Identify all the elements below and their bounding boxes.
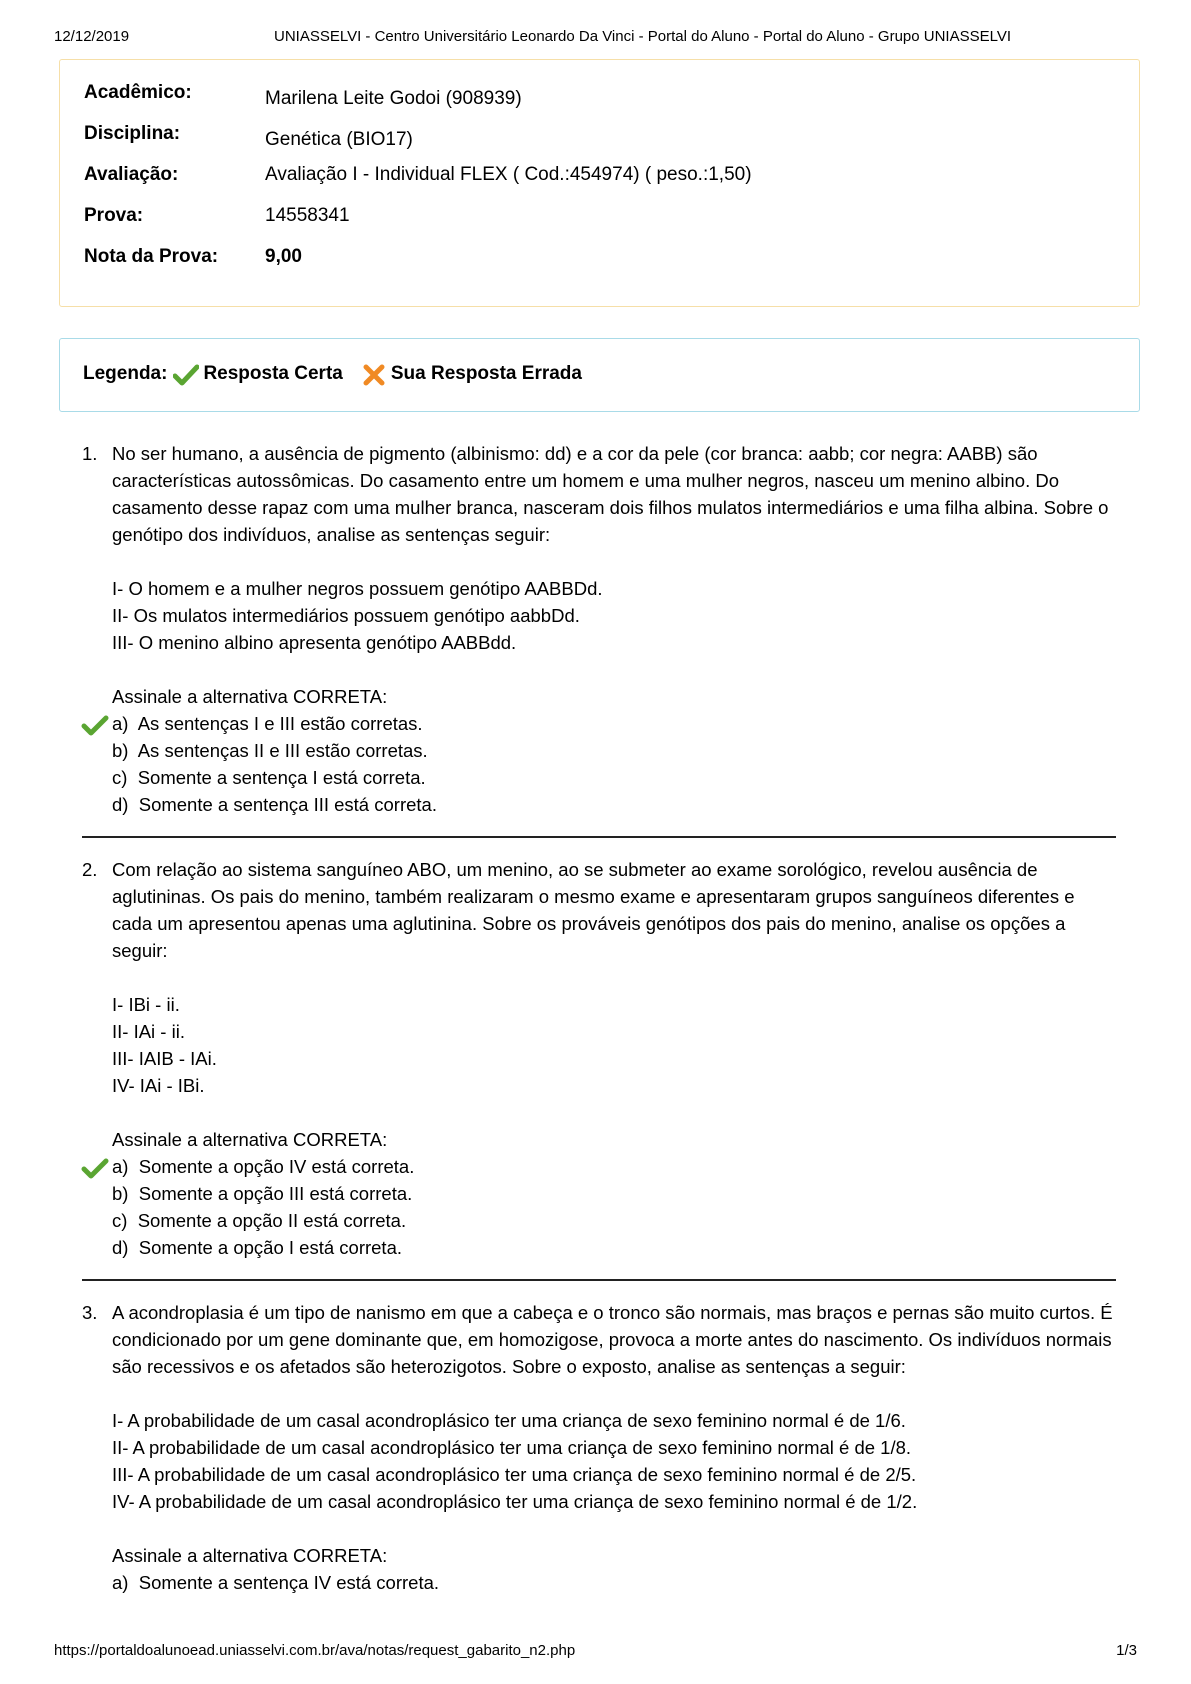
alternative-text: Somente a opção IV está correta. [138, 1156, 415, 1177]
info-label: Prova: [84, 205, 144, 226]
alternative-text: Somente a opção II está correta. [137, 1210, 407, 1231]
sentence-list [112, 991, 1116, 1099]
sentence: II- Os mulatos intermediários possuem genótipo aabbDd. [112, 605, 580, 626]
question-number: 2. [82, 859, 98, 880]
info-label: Nota da Prova: [84, 246, 219, 267]
alternative-letter: a) [112, 1156, 129, 1177]
alternative-text: Somente a opção III está correta. [138, 1183, 413, 1204]
info-value: Genética (BIO17) [265, 129, 413, 150]
info-value: Marilena Leite Godoi (908939) [265, 88, 522, 109]
info-value: 14558341 [265, 205, 350, 226]
alternative-text: Somente a sentença I está correta. [137, 767, 426, 788]
alternative-text: As sentenças I e III estão corretas. [137, 713, 423, 734]
alternative-letter: c) [112, 767, 128, 788]
question-prompt: Assinale a alternativa CORRETA: [112, 1129, 388, 1150]
question-statement: No ser humano, a ausência de pigmento (albinismo: dd) e a cor da pele (cor branca: aabb; cor negra: AABB) são características autossômicas. Do casamento entre um homem e uma mulher negros, nasceu um menino albino. Do casamento desse rapaz com uma mulher branca, nasceram dois filhos mulatos intermediários e uma filha albina. Sobre o genótipo dos indivíduos, analise as sentenças seguir: [112, 443, 1109, 545]
question-number: 1. [82, 443, 98, 464]
sentence: III- O menino albino apresenta genótipo AABBdd. [112, 632, 517, 653]
grade-value: 9,00 [265, 246, 302, 267]
question-3 [82, 1299, 1116, 1596]
sentence: II- A probabilidade de um casal acondroplásico ter uma criança de sexo feminino normal é de 1/8. [112, 1437, 912, 1458]
alternative-letter: a) [112, 713, 129, 734]
alternative-a [112, 1569, 1116, 1596]
print-date: 12/12/2019 [54, 28, 130, 45]
alternative-letter: c) [112, 1210, 128, 1231]
alternative-a [112, 1153, 1116, 1180]
sentence: III- A probabilidade de um casal acondroplásico ter uma criança de sexo feminino normal é de 2/5. [112, 1464, 917, 1485]
legend-wrong-text: Sua Resposta Errada [390, 363, 582, 384]
info-label: Acadêmico: [84, 82, 192, 103]
question-2 [82, 856, 1116, 1261]
question-statement: Com relação ao sistema sanguíneo ABO, um menino, ao se submeter ao exame sorológico, revelou ausência de aglutininas. Os pais do menino, também realizaram o mesmo exame e apresentaram grupos sanguíneos diferentes e cada um apresentou apenas uma aglutinina. Sobre os prováveis genótipos dos pais do menino, analise os opções a seguir: [112, 859, 1075, 961]
alternative-c [112, 1207, 1116, 1234]
alternative-text: Somente a sentença IV está correta. [138, 1572, 440, 1593]
alternative-d [112, 1234, 1116, 1261]
questions-list [0, 440, 1191, 1596]
check-icon [81, 714, 109, 736]
print-url: https://portaldoalunoead.uniasselvi.com.br/ava/notas/request_gabarito_n2.php [54, 1642, 576, 1659]
sentence: IV- A probabilidade de um casal acondroplásico ter uma criança de sexo feminino normal é de 1/2. [112, 1491, 918, 1512]
alternative-b [112, 1180, 1116, 1207]
question-statement: A acondroplasia é um tipo de nanismo em que a cabeça e o tronco são normais, mas braços e pernas são muito curtos. É condicionado por um gene dominante que, em homozigose, provoca a morte antes do nascimento. Os indivíduos normais são recessivos e os afetados são heterozigotos. Sobre o exposto, analise as sentenças a seguir: [112, 1302, 1113, 1377]
alternative-letter: b) [112, 740, 129, 761]
sentence: III- IAIB - IAi. [112, 1048, 217, 1069]
alternative-letter: a) [112, 1572, 129, 1593]
sentence-list [112, 575, 1116, 656]
question-prompt: Assinale a alternativa CORRETA: [112, 1545, 388, 1566]
sentence: IV- IAi - IBi. [112, 1075, 205, 1096]
alternative-text: Somente a sentença III está correta. [138, 794, 437, 815]
student-info-card [59, 59, 1140, 307]
alternative-text: Somente a opção I está correta. [138, 1237, 402, 1258]
legend-card [59, 338, 1140, 412]
alternative-text: As sentenças II e III estão corretas. [137, 740, 428, 761]
question-divider [82, 836, 1116, 838]
alternative-letter: d) [112, 1237, 129, 1258]
legend-label: Legenda: [83, 363, 168, 384]
question-prompt: Assinale a alternativa CORRETA: [112, 686, 388, 707]
alternative-a [112, 710, 1116, 737]
print-page-title: UNIASSELVI - Centro Universitário Leonardo Da Vinci - Portal do Aluno - Portal do Aluno - Grupo UNIASSELVI [274, 28, 1012, 45]
question-divider [82, 1279, 1116, 1281]
legend-correct-text: Resposta Certa [203, 363, 343, 384]
cross-icon [361, 364, 387, 386]
print-footer [54, 1642, 1137, 1664]
info-label: Disciplina: [84, 123, 181, 144]
legend [83, 363, 582, 385]
question-number: 3. [82, 1302, 98, 1323]
info-value: Avaliação I - Individual FLEX ( Cod.:454974) ( peso.:1,50) [265, 164, 752, 185]
sentence: I- A probabilidade de um casal acondroplásico ter uma criança de sexo feminino normal é de 1/6. [112, 1410, 906, 1431]
sentence: I- IBi - ii. [112, 994, 180, 1015]
sentence: I- O homem e a mulher negros possuem genótipo AABBDd. [112, 578, 603, 599]
info-label: Avaliação: [84, 164, 179, 185]
alternative-letter: d) [112, 794, 129, 815]
check-icon [173, 364, 199, 386]
question-1 [82, 440, 1116, 818]
sentence: II- IAi - ii. [112, 1021, 185, 1042]
check-icon [81, 1157, 109, 1179]
alternative-c [112, 764, 1116, 791]
alternative-letter: b) [112, 1183, 129, 1204]
alternative-d [112, 791, 1116, 818]
sentence-list [112, 1407, 1116, 1515]
print-header [54, 28, 1137, 50]
alternative-b [112, 737, 1116, 764]
page-number: 1/3 [1116, 1642, 1137, 1659]
